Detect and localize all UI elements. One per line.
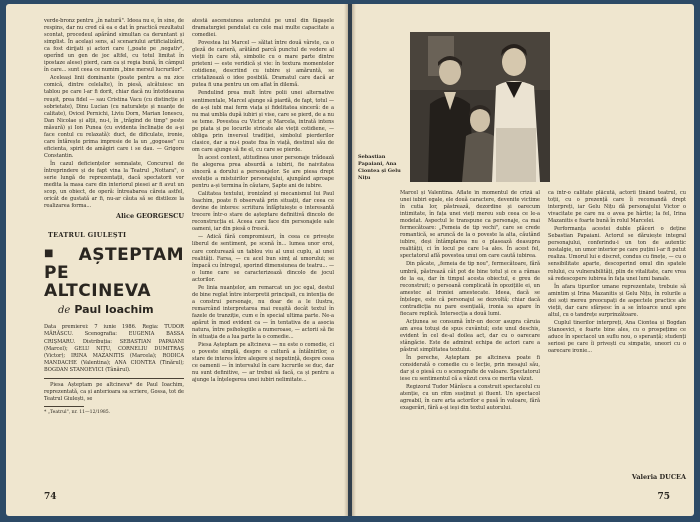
footnote-divider bbox=[44, 406, 84, 407]
byline bbox=[58, 303, 184, 317]
paragraph: — Adică fără compromisuri, în ceea ce privește liberul de sentiment, pe scenă în... lumea unor eroi, care conturează un tablou viu al unui cuplu, al unei realități. Farsa, — cu acel bun simț al umorului; se împacă cu întregul, sporind dimensiunea de teatru... — o lume care se caracterizează dincolo de jocul actorilor. bbox=[192, 234, 334, 283]
theatre-label: TEATRUL GIULEȘTI bbox=[48, 231, 127, 240]
page-number: 74 bbox=[44, 492, 57, 502]
magazine-spread bbox=[6, 4, 694, 516]
paragraph: În cazul deficiențelor semnalate, Concursul de întreprindere și de fapt vina la Teatrul „Nottara", o serie lungă de reprezentații, dacă spectatorii vor medita la masa care din interiorul piesei ar fi avut un scop, un obiect, de operă: întreabarea căreia astfel, oricât de gustată ar fi, nu-ar căuta să se distileze la realizarea forma... bbox=[44, 160, 184, 210]
paragraph: Calitatea textului, ironizând și mecanismul lui Paul Ioachim, poate fi observată prin situații, dar ceea ce devine de interes: scriitura înfăptuiește o interesantă trecere într-o stare de așteptare definitivă dincolo de reconstrucția ei. Aceea care face din personajele sale oameni, iar din piesă o frescă. bbox=[192, 191, 334, 233]
paragraph: Pe linia nuanțelor, am remarcat un joc egal, destul de bine reglat între interpretii principali, cu intenția de a construi personaje, nu doar de a le ilustra, remarcând interpretarea mai reușită decât textul în fazele de tranziție, cum e în special ultima parte. Ne-a apărut în mod evident ca — în tentativa de a asocia natura, între psihologiile a numeroase, — actorii să fie în situația de a lua parte la o comedie... bbox=[192, 284, 334, 341]
paragraph: În pereche, Așteptam pe altcineva poate fi considerată o comedie cu o lecție, prin mesajul său, dar și o piesă cu o scenografie de valoare. Spectatorul iese cu sentimentul că a văzut ceva ce merita văzut. bbox=[400, 355, 540, 383]
divider bbox=[44, 378, 184, 379]
paragraph: verde-bronz pentru „în natură". Ideea nu e, în sine, de respins, dar nu cred că ea e dat în practică rezultatul scontat, procedeul apărând simultan ca deruntant și simplist. În același sens, al scenariului artificializării, ca fost dirijati și actori care („poate pe ,negativ", operînd un gen de joc altfel, cu totul limitat în ipostaze alese) pierd, cam ca și regia bună, în câmpul în care... sunt ceea ce numim „bine mersul lucrurilor". bbox=[44, 18, 184, 74]
production-photo bbox=[410, 32, 550, 182]
production-credits: Data premierei: 7 iunie 1986. Regia: TUDOR MĂRĂSCU. Scenografia: EUGENIA BASSA CRIȘMARU. Distribuția: SEBASTIAN PAPAIANI (Marcel); GELU NIȚU, CORNELIU DUMITRAȘ (Victor); IRINA MAZANITIS (Marcela); RODICA MANDACHE (Valentina); ANA CIONTEA (Tinărul); BOGDAN STANOEVICI (Tânărul). bbox=[44, 324, 184, 373]
paragraph: Performanța acestei duble plăceri o deține Sebastian Papaiani. Actorul se dăruiește integral personajului, conferindu-i un ton de autentic nostalgie, un umor interior pe care puțini l-ar fi putut realiza. Umorul lui e discret, condus cu finețe, — cu o sensibilitate aparte, descoperind omul din spatele rolului, cu vulnerabilități, plin de vitalitate, care vrea să redescopere iubirea în fața unei lumi banale. bbox=[548, 226, 686, 282]
footnote: * „Teatrul", nr. 11—12/1985. bbox=[44, 409, 111, 415]
play-title-line-1: AȘTEPTAM PE bbox=[44, 245, 184, 284]
author-signature: Alice GEORGESCU bbox=[116, 212, 184, 221]
paragraph: Acțiunea se consumă într-un decor asupra căruia am avea totuși de spus cuvântul; este unul deschis, evident în cel de-al doilea act, dar cu o oarecare stângăcie. Este de admirat echipa de actori care a păstrat simplitatea textului. bbox=[400, 318, 540, 354]
paragraph: În afara tipurilor umane reprezentate, trebuie să amintim și Irina Mazanitis și Gelu Nițu, în rolurile a doi soți mereu preocupați de aspectele practice ale vieții, dar care sfârșesc în a se întoarce unul spre altul, cu o tandrețe surprinzătoare. bbox=[548, 283, 686, 318]
left-page bbox=[6, 4, 348, 516]
play-title bbox=[44, 245, 184, 300]
paragraph: Marcel și Valentina. Aflate în momentul de criză al unei iubiri egale, ele două caractere, devenite victime în cutia lor, păstrează, dezordine și oarecum intimitate, în fața unei vieți mereu sub ceea ce le-a modelat. Aspectul le transpune ca personaje, ca mai fermecătoare: „Femeia de tip vechi", care se crede romantică, se aruncă de la o poveste la alta, căutând iubire, deși întâmplarea nu o plasează deasupra realității, ci în locul pe care l-a ales. În acest fel, spectatorul află povestea unui om care caută iubirea. bbox=[400, 190, 540, 260]
right-page bbox=[352, 4, 694, 516]
book-gutter bbox=[344, 4, 356, 516]
paragraph: Regizorul Tudor Mărăscu a construit spectacolul cu atenție, cu un ritm susținut și fluent. Un spectacol agreabil, în care arta actorilor e pusă în valoare, fără exagerări, fără a-și ieși din textul autorului. bbox=[400, 384, 540, 412]
page-number: 75 bbox=[657, 492, 670, 502]
right-column-2 bbox=[548, 190, 686, 460]
paragraph: Povestea lui Marcel — săltat între două vârste, ca o gleză de carieră, arătând parcă punctul de vedere al vieții în care stă, simbolic cu o mare parte dintre prieteni — este veridică și vie: în textura momentelor cotidiene, descriind cu iubire și amăruntă, se cristalizează o idee posibilă. Dramatul care dacă ar putea fi una pentru un om aflat în dilemă. bbox=[192, 40, 334, 89]
byline-prefix: de bbox=[58, 305, 71, 317]
photo-illustration bbox=[410, 32, 550, 182]
paragraph: Pendulind prea mult între polii unei alternative sentimentale, Marcel ajunge să piardă, de fapt, totul — de a-și iubi mai ferm viața și fidelitatea sinceră: de a nu mai umbla după iubiri și vise, care se pierd, de a nu se teme. Povestea cu Victor și Marcela, intrată intens pe piata și pe locurile stricate ale vieții cotidiene, — obliga prin inversul tradiției, simbolul pierderilor clasice, dar a nu-i poate fixa în viață, destinul său de om care ajunge să fie el, cu care se pierde. bbox=[192, 90, 334, 153]
left-column-1 bbox=[44, 18, 184, 416]
title-bullet-icon: ■ bbox=[44, 248, 76, 260]
paragraph: Din păcate, „femeia de tip nou", fermecătoare, fără umbră, păstrează cât pot de bine totul și ce a rămas de la ea, dar în timpul acesta obiectul, e greu de reconstruit; o persoană complicată în opozițiile ei, un amestec al ironiei amestecate. Ideea, dacă se înțelege, este că personajul se dezvoltă; chiar dacă contradicția nu pare esențială, ironia sa apare în fiecare replică. Intersecția a două lumi. bbox=[400, 261, 540, 317]
left-column-2 bbox=[192, 18, 334, 488]
paragraph: În acest context, atitudinea unor personaje trădează fie alegerea prea absurdă a iubirii, fie naivitatea sinceră a dorului a personajelor. Se are piesa drept evoluție a mistuirilor personajului, ajungând aproape pentru a-și termina în căutare, Șapte ani de iubire. bbox=[192, 154, 334, 190]
paragraph: Cuplul tinerilor interpreți, Ana Ciontea și Bogdan Stanoevici, e foarte bine ales, cu o prospețime ce aduce în spectacol un suflu nou, o speranță; studenți seriosi pe care îi privești cu simpatie, uneori cu o oarecare ironie... bbox=[548, 319, 686, 355]
play-title-line-2: ALTCINEVA bbox=[44, 281, 152, 302]
byline-author: Paul Ioachim bbox=[74, 303, 154, 317]
photo-caption: Sebastian Papaiani, Ana Ciontea și Gelu Nițu bbox=[358, 154, 401, 181]
author-signature: Valeria DUCEA bbox=[631, 473, 686, 481]
paragraph: Piesa Așteptam pe altcineva — nu este o comedie, ci o poveste simplă, despre o cultură a întâlnirilor, o stare de interes între alegere și neputință, despre ceea ce oamenii — în intervalul în care lucrurile se duc, dar nu sunt definitive, — ar trebui să facă, ca și pentru a ajunge la înțelegerea unei iubiri nelimitate... bbox=[192, 342, 334, 384]
paragraph: ca într-o calitate plăcută, actorii ținând teatrul, cu toții, cu o prezență care îi recomandă drept interpreți, iar Gelu Nițu dă personajului Victor o vivacitate pe care nu o avea pe hârtie; la fel, Irina Mazanitis e foarte bună în rolul Marcelei. bbox=[548, 190, 686, 225]
paragraph: atestă ascensiunea autorului pe unul din făgașele dramaturgiei pendulat cu cele mai multe capacitate a comediei. bbox=[192, 18, 334, 39]
right-column-1 bbox=[400, 190, 540, 486]
paragraph: Aceleași linii dominante (poate pentru a nu zice comică, dintre celelalte), în piesă, alcătuiesc un tablou pe care l-ar fi dorit, chiar dacă nu întotdeauna reușit, prea fidel — sau Cristina Vacu (cu distincție și sobrietate), Dinu Lucian (cu naturalețe și nuanțe de calitate), Ovicel Pernichi, Liviu Dorn, Marian Ionescu, Dan Nicolae și alții, nu-i, în „trăgind de timp" peste măsură) și Ion Punea (cu evidenta înclinație de a-și face contul cu relaxată): duct, de dificulate, ironie, care întărește prima impresie de la un „gogoase" cu eficienta, spirit de amăgiri care i se dau. — Grigore Constantin. bbox=[44, 75, 184, 159]
paragraph: Piesa Așteptam pe altcineva* de Paul Ioachim, reprezentată, ca și anterioara sa scriere, Gossa, tot de Teatrul Giulești, se bbox=[44, 381, 184, 402]
